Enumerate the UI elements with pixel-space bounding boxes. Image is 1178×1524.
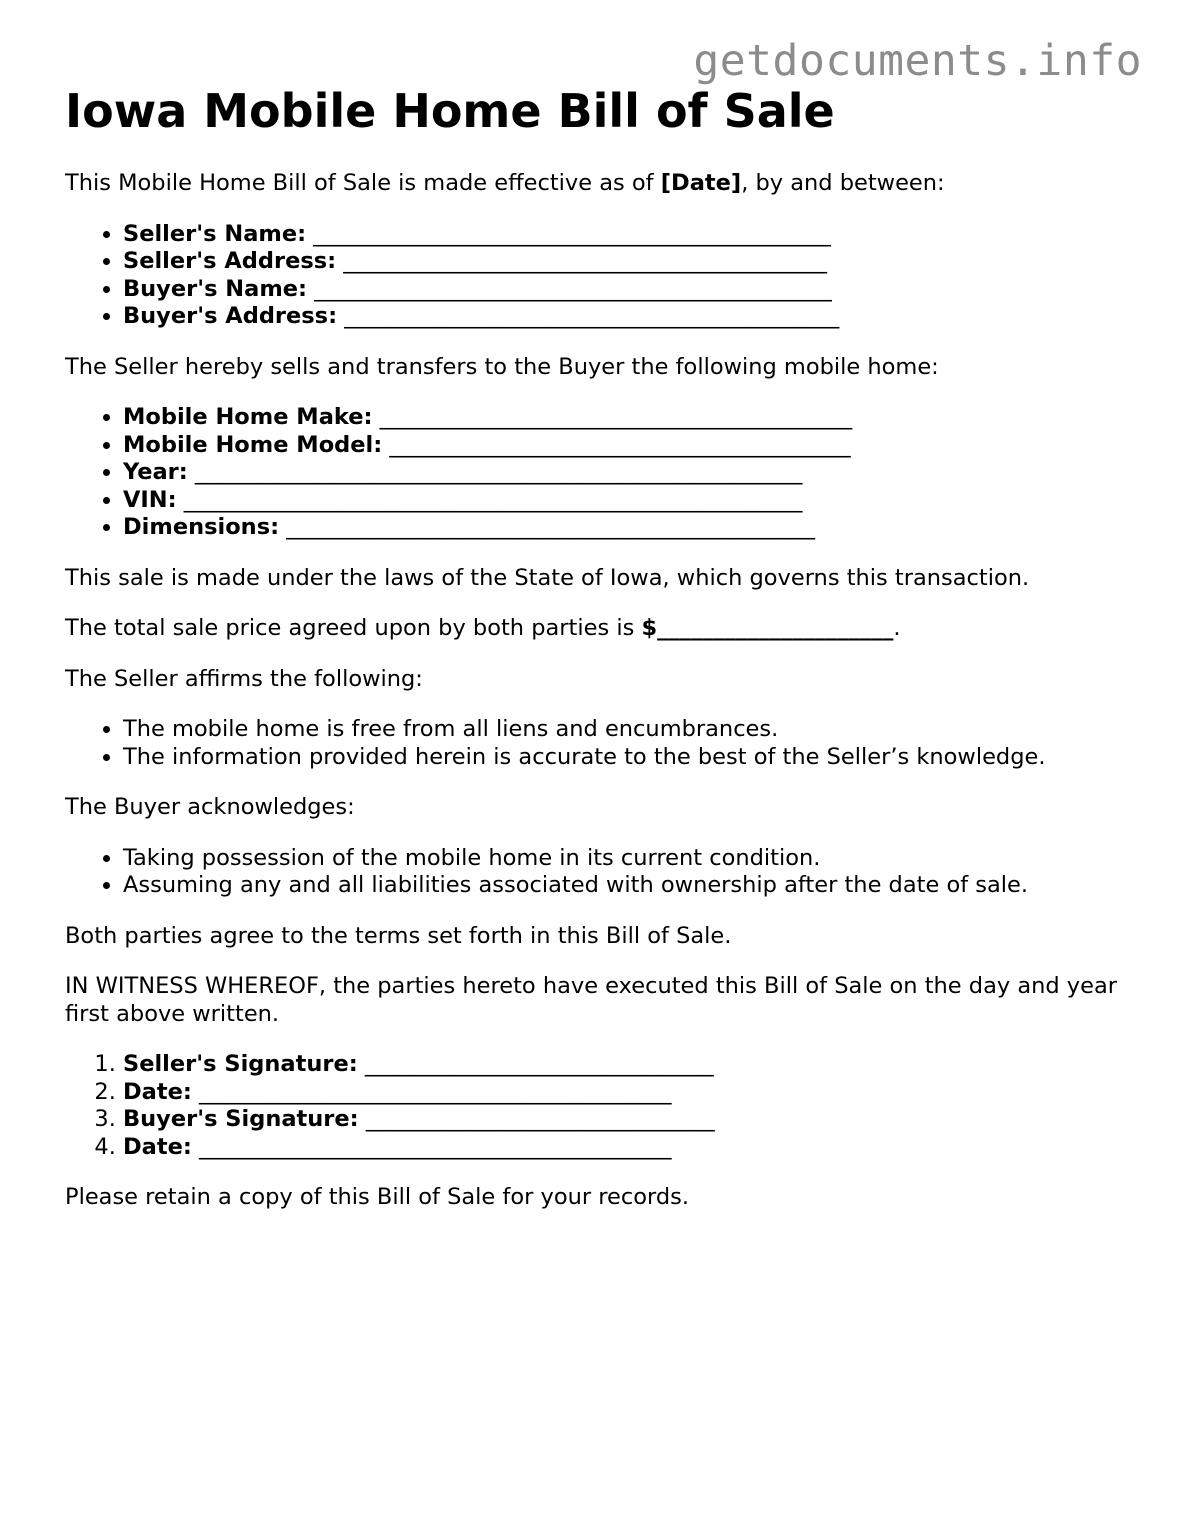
list-item-buyer-name xyxy=(123,276,1125,304)
seller-affirms-list xyxy=(65,716,1125,771)
list-item: • Assuming any and all liabilities associated with ownership after the date of sale. xyxy=(123,872,1125,900)
list-item-seller-name xyxy=(123,221,1125,249)
buyer-name-field[interactable]: ______________________________________________ xyxy=(314,275,832,302)
buyer-signature-field[interactable]: _______________________________ xyxy=(365,1106,715,1132)
price-paragraph xyxy=(65,615,1125,643)
buyer-acknowledges-list xyxy=(65,845,1125,900)
field-label: Buyer's Address: xyxy=(123,303,338,329)
document-body xyxy=(65,82,1125,1212)
seller-signature-field[interactable]: _______________________________ xyxy=(364,1051,714,1077)
field-label: Seller's Name: xyxy=(123,220,307,247)
field-label: Year: xyxy=(123,459,188,485)
field-label: Seller's Address: xyxy=(123,248,337,274)
buyer-acknowledges-heading: The Buyer acknowledges: xyxy=(65,794,355,820)
list-item-seller-signature xyxy=(123,1051,1125,1079)
intro-text-before: This Mobile Home Bill of Sale is made effective as of xyxy=(65,170,661,196)
intro-paragraph xyxy=(65,170,1125,198)
list-item: • Taking possession of the mobile home in its current condition. xyxy=(123,845,1125,873)
list-item-buyer-date xyxy=(123,1134,1125,1162)
vin-field[interactable]: _______________________________________________________ xyxy=(183,486,803,513)
list-item-seller-address xyxy=(123,248,1125,276)
field-label: Mobile Home Make: xyxy=(123,404,373,430)
witness-paragraph: IN WITNESS WHEREOF, the parties hereto have executed this Bill of Sale on the day and year first above written. xyxy=(65,973,1118,1027)
list-item-vin xyxy=(123,487,1125,515)
agree-paragraph: Both parties agree to the terms set forth in this Bill of Sale. xyxy=(65,922,732,949)
list-item: • The mobile home is free from all liens and encumbrances. xyxy=(123,716,1125,744)
make-field[interactable]: __________________________________________ xyxy=(379,404,853,430)
year-field[interactable]: ______________________________________________________ xyxy=(194,459,803,485)
list-item-year xyxy=(123,459,1125,487)
list-item-dimensions xyxy=(123,514,1125,542)
list-item-make xyxy=(123,404,1125,432)
home-details-list xyxy=(65,404,1125,542)
list-item-buyer-address xyxy=(123,303,1125,331)
page-title: Iowa Mobile Home Bill of Sale xyxy=(65,84,835,138)
watermark-text: getdocuments.info xyxy=(693,36,1142,86)
field-label: Mobile Home Model: xyxy=(123,431,383,458)
field-label: Seller's Signature: xyxy=(123,1051,358,1077)
buyer-address-field[interactable]: ____________________________________________ xyxy=(344,303,840,329)
date-placeholder: [Date] xyxy=(660,170,742,196)
list-item-seller-date xyxy=(123,1079,1125,1107)
dimensions-field[interactable]: _______________________________________________ xyxy=(286,514,815,540)
list-item-buyer-signature xyxy=(123,1106,1125,1134)
price-period: . xyxy=(893,615,901,641)
field-label: Buyer's Signature: xyxy=(123,1106,359,1132)
field-label: Buyer's Name: xyxy=(123,275,308,302)
field-label: Date: xyxy=(123,1133,192,1160)
buyer-date-field[interactable]: __________________________________________ xyxy=(199,1133,672,1160)
law-paragraph: This sale is made under the laws of the State of Iowa, which governs this transaction. xyxy=(65,564,1030,591)
seller-name-field[interactable]: ______________________________________________ xyxy=(313,220,831,247)
field-label: VIN: xyxy=(123,486,177,513)
model-field[interactable]: _________________________________________ xyxy=(389,431,851,458)
seller-date-field[interactable]: __________________________________________ xyxy=(199,1078,672,1105)
field-label: Dimensions: xyxy=(123,514,280,540)
seller-address-field[interactable]: ___________________________________________ xyxy=(343,248,828,274)
price-field[interactable]: _____________________ xyxy=(657,615,894,641)
field-label: Date: xyxy=(123,1078,192,1105)
intro-text-after: , by and between: xyxy=(741,170,945,196)
list-item-model xyxy=(123,432,1125,460)
list-item: • The information provided herein is accurate to the best of the Seller’s knowledge. xyxy=(123,744,1125,772)
seller-affirms-heading: The Seller affirms the following: xyxy=(65,665,423,692)
signatures-list xyxy=(65,1051,1125,1161)
price-text: The total sale price agreed upon by both parties is xyxy=(65,615,642,641)
dollar-sign: $ xyxy=(641,615,658,641)
closing-paragraph: Please retain a copy of this Bill of Sale for your records. xyxy=(65,1184,689,1210)
parties-list xyxy=(65,221,1125,331)
transfer-paragraph: The Seller hereby sells and transfers to the Buyer the following mobile home: xyxy=(65,353,939,380)
